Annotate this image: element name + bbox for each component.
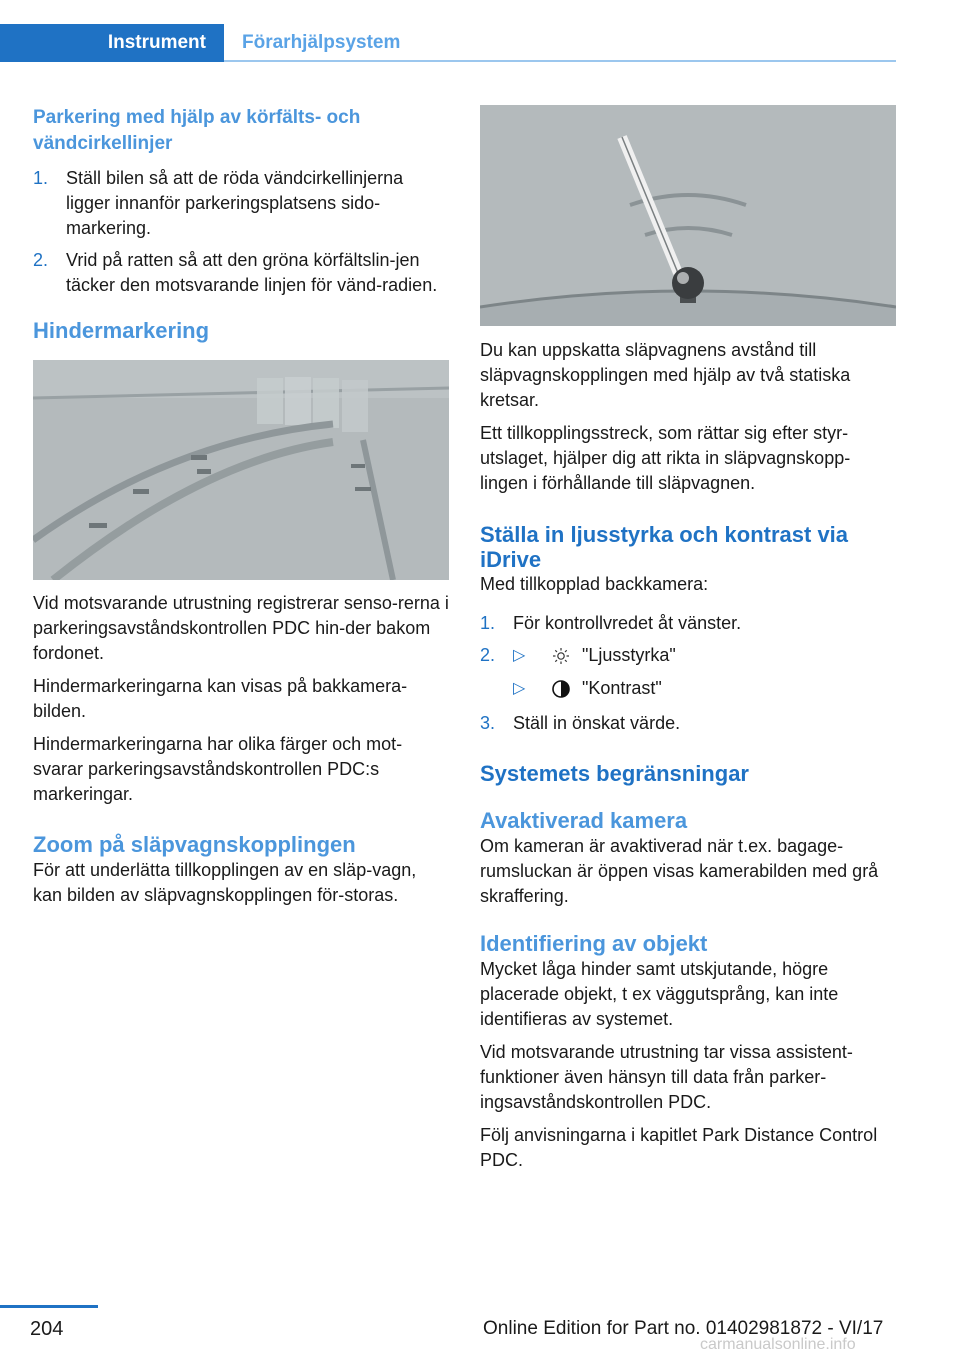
parking-steps — [33, 166, 449, 298]
hitch-zoom-image — [480, 105, 896, 326]
list-item — [480, 711, 896, 736]
watermark: carmanualsonline.info — [700, 1336, 856, 1353]
tab-forarhjalpsystem[interactable]: Förarhjälpsystem — [242, 32, 401, 53]
left-column — [33, 100, 449, 908]
triangle-bullet-icon: ▷ — [513, 680, 526, 697]
step-number: 3. — [480, 713, 496, 733]
paragraph: Du kan uppskatta släpvagnens avstånd till släpvagnskopplingen med hjälp av två statiska kretsar. — [480, 340, 851, 410]
step-text: För kontrollvredet åt vänster. — [513, 613, 742, 633]
idrive-steps — [480, 611, 896, 736]
subsection-title-camera-deactivated: Avaktiverad kamera — [480, 808, 688, 833]
page-number: 204 — [30, 1318, 64, 1340]
triangle-bullet-icon: ▷ — [513, 647, 526, 664]
section-title-system-limits: Systemets begränsningar — [480, 761, 749, 786]
step-number: 1. — [33, 168, 49, 188]
trailer-hitch-illustration — [480, 105, 896, 326]
step-number: 2. — [480, 645, 496, 665]
right-column — [480, 100, 896, 1173]
paragraph: Om kameran är avaktiverad när t.ex. bagage‐rumsluckan är öppen visas kamerabilden med grå skraffering. — [480, 836, 879, 906]
option-contrast: "Kontrast" — [582, 678, 662, 698]
sub-item-brightness — [480, 643, 896, 668]
option-brightness: "Ljusstyrka" — [582, 645, 676, 665]
step-number: 1. — [480, 613, 496, 633]
step-text: Ställ bilen så att de röda vändcirkellinjerna ligger innanför parkeringsplatsens sido‐markering. — [66, 168, 404, 238]
section-title-zoom-hitch: Zoom på släpvagnskopplingen — [33, 832, 356, 857]
header-rule — [224, 60, 896, 62]
paragraph: Hindermarkeringarna kan visas på bakkamera‐bilden. — [33, 676, 408, 721]
footer-rule — [0, 1305, 98, 1308]
obstacle-marking-text — [33, 591, 449, 807]
rear-camera-lines-image — [33, 360, 449, 580]
list-item — [480, 643, 896, 709]
paragraph: För att underlätta tillkopplingen av en släp‐vagn, kan bilden av släpvagnskopplingen för‐storas. — [33, 860, 417, 905]
paragraph: Hindermarkeringarna har olika färger och mot‐svarar parkeringsavståndskontrollen PDC:s markeringar. — [33, 734, 403, 804]
sub-item-contrast — [480, 676, 896, 701]
obstacle-marking-illustration — [33, 360, 449, 580]
step-text: Ställ in önskat värde. — [513, 713, 681, 733]
step-number: 2. — [33, 250, 49, 270]
paragraph: Vid motsvarande utrustning registrerar senso‐rerna i parkeringsavståndskontrollen PDC hin‐der bakom fordonet. — [33, 593, 449, 663]
paragraph: Ett tillkopplingsstreck, som rättar sig efter styr‐utslaget, hjälper dig att rikta in släpvagnskopp‐lingen i förhållande till släpvagnen. — [480, 423, 851, 493]
paragraph: Med tillkopplad backkamera: — [480, 574, 709, 594]
paragraph: Vid motsvarande utrustning tar vissa assistent‐funktioner även hänsyn till data från parker‐ingsavståndskontrollen PDC. — [480, 1042, 853, 1112]
paragraph: Mycket låga hinder samt utskjutande, högre placerade objekt, t ex väggutsprång, kan inte identifieras av systemet. — [480, 959, 839, 1029]
section-title-obstacle-marking: Hindermarkering — [33, 318, 210, 343]
list-item — [33, 166, 449, 241]
section-title-brightness-contrast: Ställa in ljusstyrka och kontrast via iDrive — [480, 522, 849, 572]
subsection-title-object-detection: Identifiering av objekt — [480, 931, 708, 956]
list-item — [480, 611, 896, 636]
step-text: Vrid på ratten så att den gröna körfältslin‐jen täcker den motsvarande linjen för vänd‐radien. — [66, 250, 438, 295]
chapter-header — [0, 0, 960, 62]
edition-text: Online Edition for Part no. 01402981872 - VI/17 — [483, 1318, 884, 1339]
list-item — [33, 248, 449, 298]
section-title-parking-lines: Parkering med hjälp av körfälts- och vändcirkellinjer — [33, 107, 361, 154]
sun-brightness-icon — [546, 647, 576, 665]
paragraph: Följ anvisningarna i kapitlet Park Distance Control PDC. — [480, 1125, 878, 1170]
hitch-distance-text — [480, 338, 896, 496]
tab-instrument[interactable]: Instrument — [0, 24, 224, 62]
contrast-icon — [546, 679, 576, 699]
